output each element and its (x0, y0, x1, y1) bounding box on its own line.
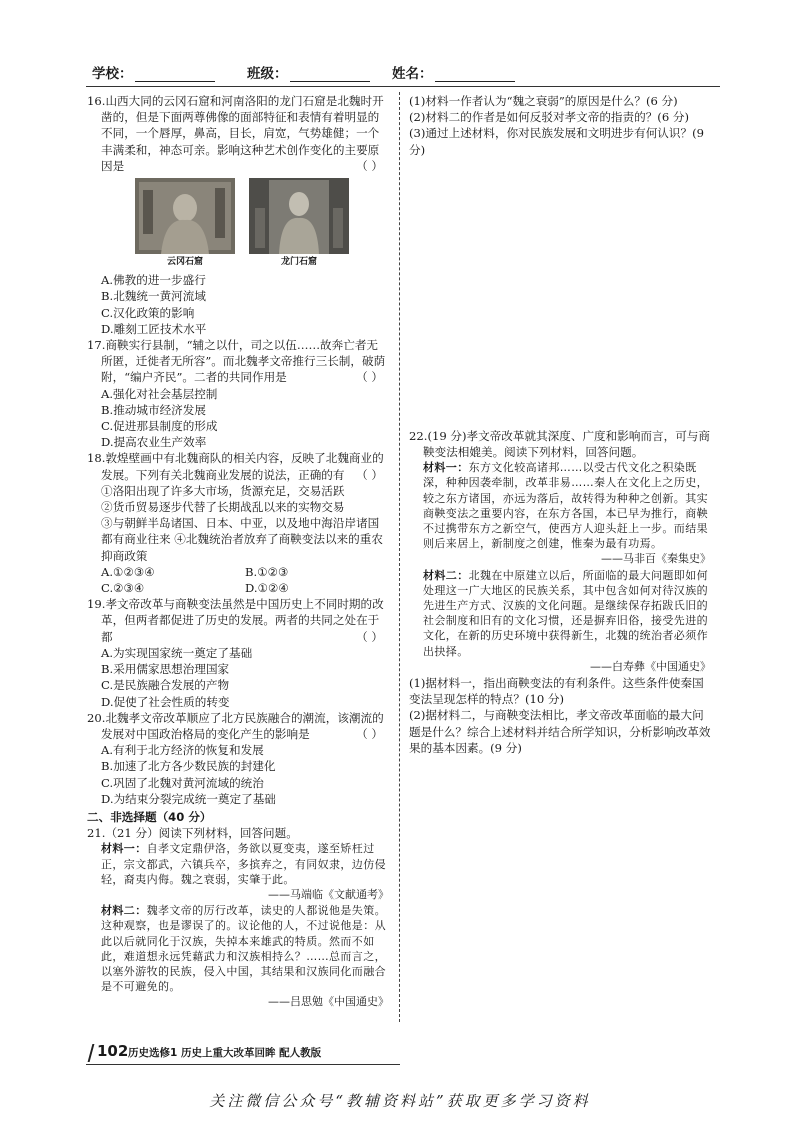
longmen-photo (249, 178, 349, 270)
q21-m1-source: ——马端临《文献通考》 (268, 887, 389, 901)
q16-stem: 16.山西大同的云冈石窟和河南洛阳的龙门石窟是北魏时开凿的，但是下面两尊佛像的面部特征和表情有着明显的不同，一个唇厚，鼻高，目长，肩宽，气势雄健；一个丰满柔和，神态可亲。影响这种艺术创作变化的主要原因是 (87, 94, 384, 173)
question-20 (87, 710, 389, 807)
wechat-notice: 关注微信公众号“教辅资料站”获取更多学习资料 (209, 1092, 591, 1110)
class-label: 班级： (247, 66, 288, 82)
q21-m2-source: ——吕思勉《中国通史》 (268, 995, 389, 1009)
q17-option-c: C.促进那县制度的形成 (101, 419, 218, 434)
question-17 (87, 337, 389, 450)
q16-option-a: A.佛教的进一步盛行 (101, 273, 206, 288)
q18-option-b: B.①②③ (245, 564, 289, 579)
school-label: 学校： (92, 66, 133, 82)
q22-m2-text: 北魏在中原建立以后，所面临的最大问题即如何处理这一广大地区的民族关系，其中包含如何对待汉族的先进生产方式、汉族的文化问题。是继续保存拓跋氏旧的社会制度和旧有的文化习惯，还是摒弃旧俗，接受先进的文化，在新的历史环境中获得新生，北魏的统治者必须作出抉择。 (423, 568, 709, 658)
page-number: 102 (97, 1042, 129, 1060)
q21-material-1 (87, 841, 389, 887)
q21-m2-text: 魏孝文帝的厉行改革，读史的人都说他是失策。这种观察，也是谬误了的。议论他的人，不过说他是：从此以后就同化于汉族，失掉本来雄武的特质。然而不如此，难道想永远凭藉武力和汉族相持么？……总而言之，以塞外游牧的民族，侵入中国，其结果和汉族同化而融合是不可避免的。 (101, 904, 387, 994)
q16-option-d: D.雕刻工匠技术水平 (101, 321, 207, 336)
q18-option-a: A.①②③④ (101, 564, 155, 579)
q21-part-1: (1)材料一作者认为“魏之衰弱”的原因是什么？(6 分) (409, 94, 678, 108)
yungang-caption: 云冈石窟 (166, 257, 203, 268)
q17-answer-paren: （ ） (356, 370, 383, 385)
q17-stem: 17.商鞅实行县制，“辅之以什，司之以伍……故奔亡者无所匿，迁徙者无所容”。而北魏孝文帝推行三长制，破荫附，“编户齐民”。二者的共同作用是 (87, 338, 386, 385)
q22-m1-text: 东方文化较高诸邦……以受古代文化之积染既深，种种因袭牵制，改革非易……秦人在文化上之历史，较之东方诸国，亦远为落后，故转得为种种之创新。其实商鞅变法之重要内容，在东方各国，本已早为推行，商鞅不过携带东方之新空气，使西方人迎头赶上一步。而结果则后来居上，新制度之创建，惟秦为最有功焉。 (423, 461, 708, 551)
q18-statement-2: ②货币贸易逐步代替了长期战乱以来的实物交易 (101, 500, 345, 515)
question-16 (87, 93, 389, 337)
name-field (392, 62, 515, 82)
school-field (92, 62, 215, 82)
q16-photos (135, 178, 389, 270)
q20-option-d: D.为结束分裂完成统一奠定了基础 (101, 791, 276, 806)
q20-option-a: A.有利于北方经济的恢复和发展 (101, 743, 264, 758)
q17-option-b: B.推动城市经济发展 (101, 402, 206, 417)
q18-statement-1: ①洛阳出现了许多大市场，货源充足，交易活跃 (101, 483, 345, 498)
yungang-photo (135, 178, 235, 270)
answer-space (409, 158, 711, 428)
header-rule (86, 86, 720, 87)
q21-part-3: (3)通过上述材料，你对民族发展和文明进步有何认识？(9 分) (409, 126, 704, 157)
question-21-parts (409, 93, 711, 158)
q18-answer-paren: （ ） (356, 467, 383, 482)
q22-stem: 22.(19 分)孝文帝改革就其深度、广度和影响而言，可与商鞅变法相媲美。阅读下列材料，回答问题。 (409, 428, 710, 460)
column-divider (399, 92, 400, 1022)
q17-option-d: D.提高农业生产效率 (101, 435, 207, 450)
q21-m1-text: 自孝文定鼎伊洛，务欲以夏变夷，遂至矫枉过正，宗文都武，六镇兵卒，多摈弃之，有同奴隶，边仿侵轻，裔夷内侮。魏之衰弱，实肇于此。 (101, 842, 386, 886)
q19-option-c: C.是民族融合发展的产物 (101, 678, 230, 693)
question-18 (87, 450, 389, 596)
longmen-caption: 龙门石窟 (280, 257, 317, 268)
q22-m2-source: ——白寿彝《中国通史》 (590, 659, 711, 673)
q21-m1-label: 材料一： (101, 842, 147, 856)
q16-answer-paren: （ ） (356, 158, 383, 173)
q22-m1-source: ——马非百《秦集史》 (601, 552, 711, 566)
q19-option-a: A.为实现国家统一奠定了基础 (101, 645, 253, 660)
q22-material-2 (409, 568, 711, 659)
q18-statement-3-4: ③与朝鲜半岛诸国、日本、中亚，以及地中海沿岸诸国都有商业往来 ④北魏统治者放弃了商鞅变法以来的重农抑商政策 (101, 516, 383, 563)
q19-answer-paren: （ ） (356, 629, 383, 644)
student-info-header (92, 62, 712, 84)
q22-part-1: (1)据材料一，指出商鞅变法的有利条件。这些条件使秦国变法呈现怎样的特点？(10 分) (409, 676, 704, 707)
q22-material-1 (409, 460, 711, 551)
book-title: 历史选修1 历史上重大改革回眸 配人教版 (128, 1047, 322, 1059)
q21-material-2 (87, 903, 389, 994)
q22-m1-label: 材料一： (423, 461, 469, 475)
q16-option-c: C.汉化政策的影响 (101, 305, 195, 320)
q18-option-d: D.①②④ (245, 581, 289, 596)
q21-part-2: (2)材料二的作者是如何反驳对孝文帝的指责的？(6 分) (409, 110, 690, 125)
left-column (87, 93, 389, 1011)
q22-part-2: (2)据材料二，与商鞅变法相比，孝文帝改革面临的最大问题是什么？综合上述材料并结合所学知识，分析影响改革效果的基本因素。(9 分) (409, 708, 711, 755)
q20-option-b: B.加速了北方各少数民族的封建化 (101, 759, 276, 774)
q18-stem: 18.敦煌壁画中有北魏商队的相关内容，反映了北魏商业的发展。下列有关北魏商业发展的说法，正确的有 (87, 451, 384, 482)
q16-option-b: B.北魏统一黄河流域 (101, 289, 206, 304)
q20-answer-paren: （ ） (356, 726, 383, 741)
q19-stem: 19.孝文帝改革与商鞅变法虽然是中国历史上不同时期的改革，但两者都促进了历史的发展。两者的共同之处在于都 (87, 597, 384, 644)
right-column (409, 93, 711, 756)
q17-option-a: A.强化对社会基层控制 (101, 386, 218, 401)
section-2-heading: 二、非选择题（40 分） (87, 809, 212, 824)
q21-m2-label: 材料二： (101, 904, 147, 918)
q20-stem: 20.北魏孝文帝改革顺应了北方民族融合的潮流，该潮流的发展对中国政治格局的变化产生的影响是 (87, 710, 384, 741)
q20-option-c: C.巩固了北魏对黄河流域的统治 (101, 775, 264, 790)
question-22 (409, 428, 711, 756)
question-19 (87, 596, 389, 709)
q18-option-c: C.②③④ (101, 581, 145, 596)
name-label: 姓名： (392, 66, 433, 82)
question-21 (87, 825, 389, 1010)
class-field (247, 62, 370, 82)
q19-option-d: D.促使了社会性质的转变 (101, 694, 230, 709)
q19-option-b: B.采用儒家思想治理国家 (101, 662, 230, 677)
q22-m2-label: 材料二： (423, 568, 469, 582)
footer-rule (86, 1064, 400, 1065)
q21-stem: 21.（21 分）阅读下列材料，回答问题。 (87, 826, 298, 841)
